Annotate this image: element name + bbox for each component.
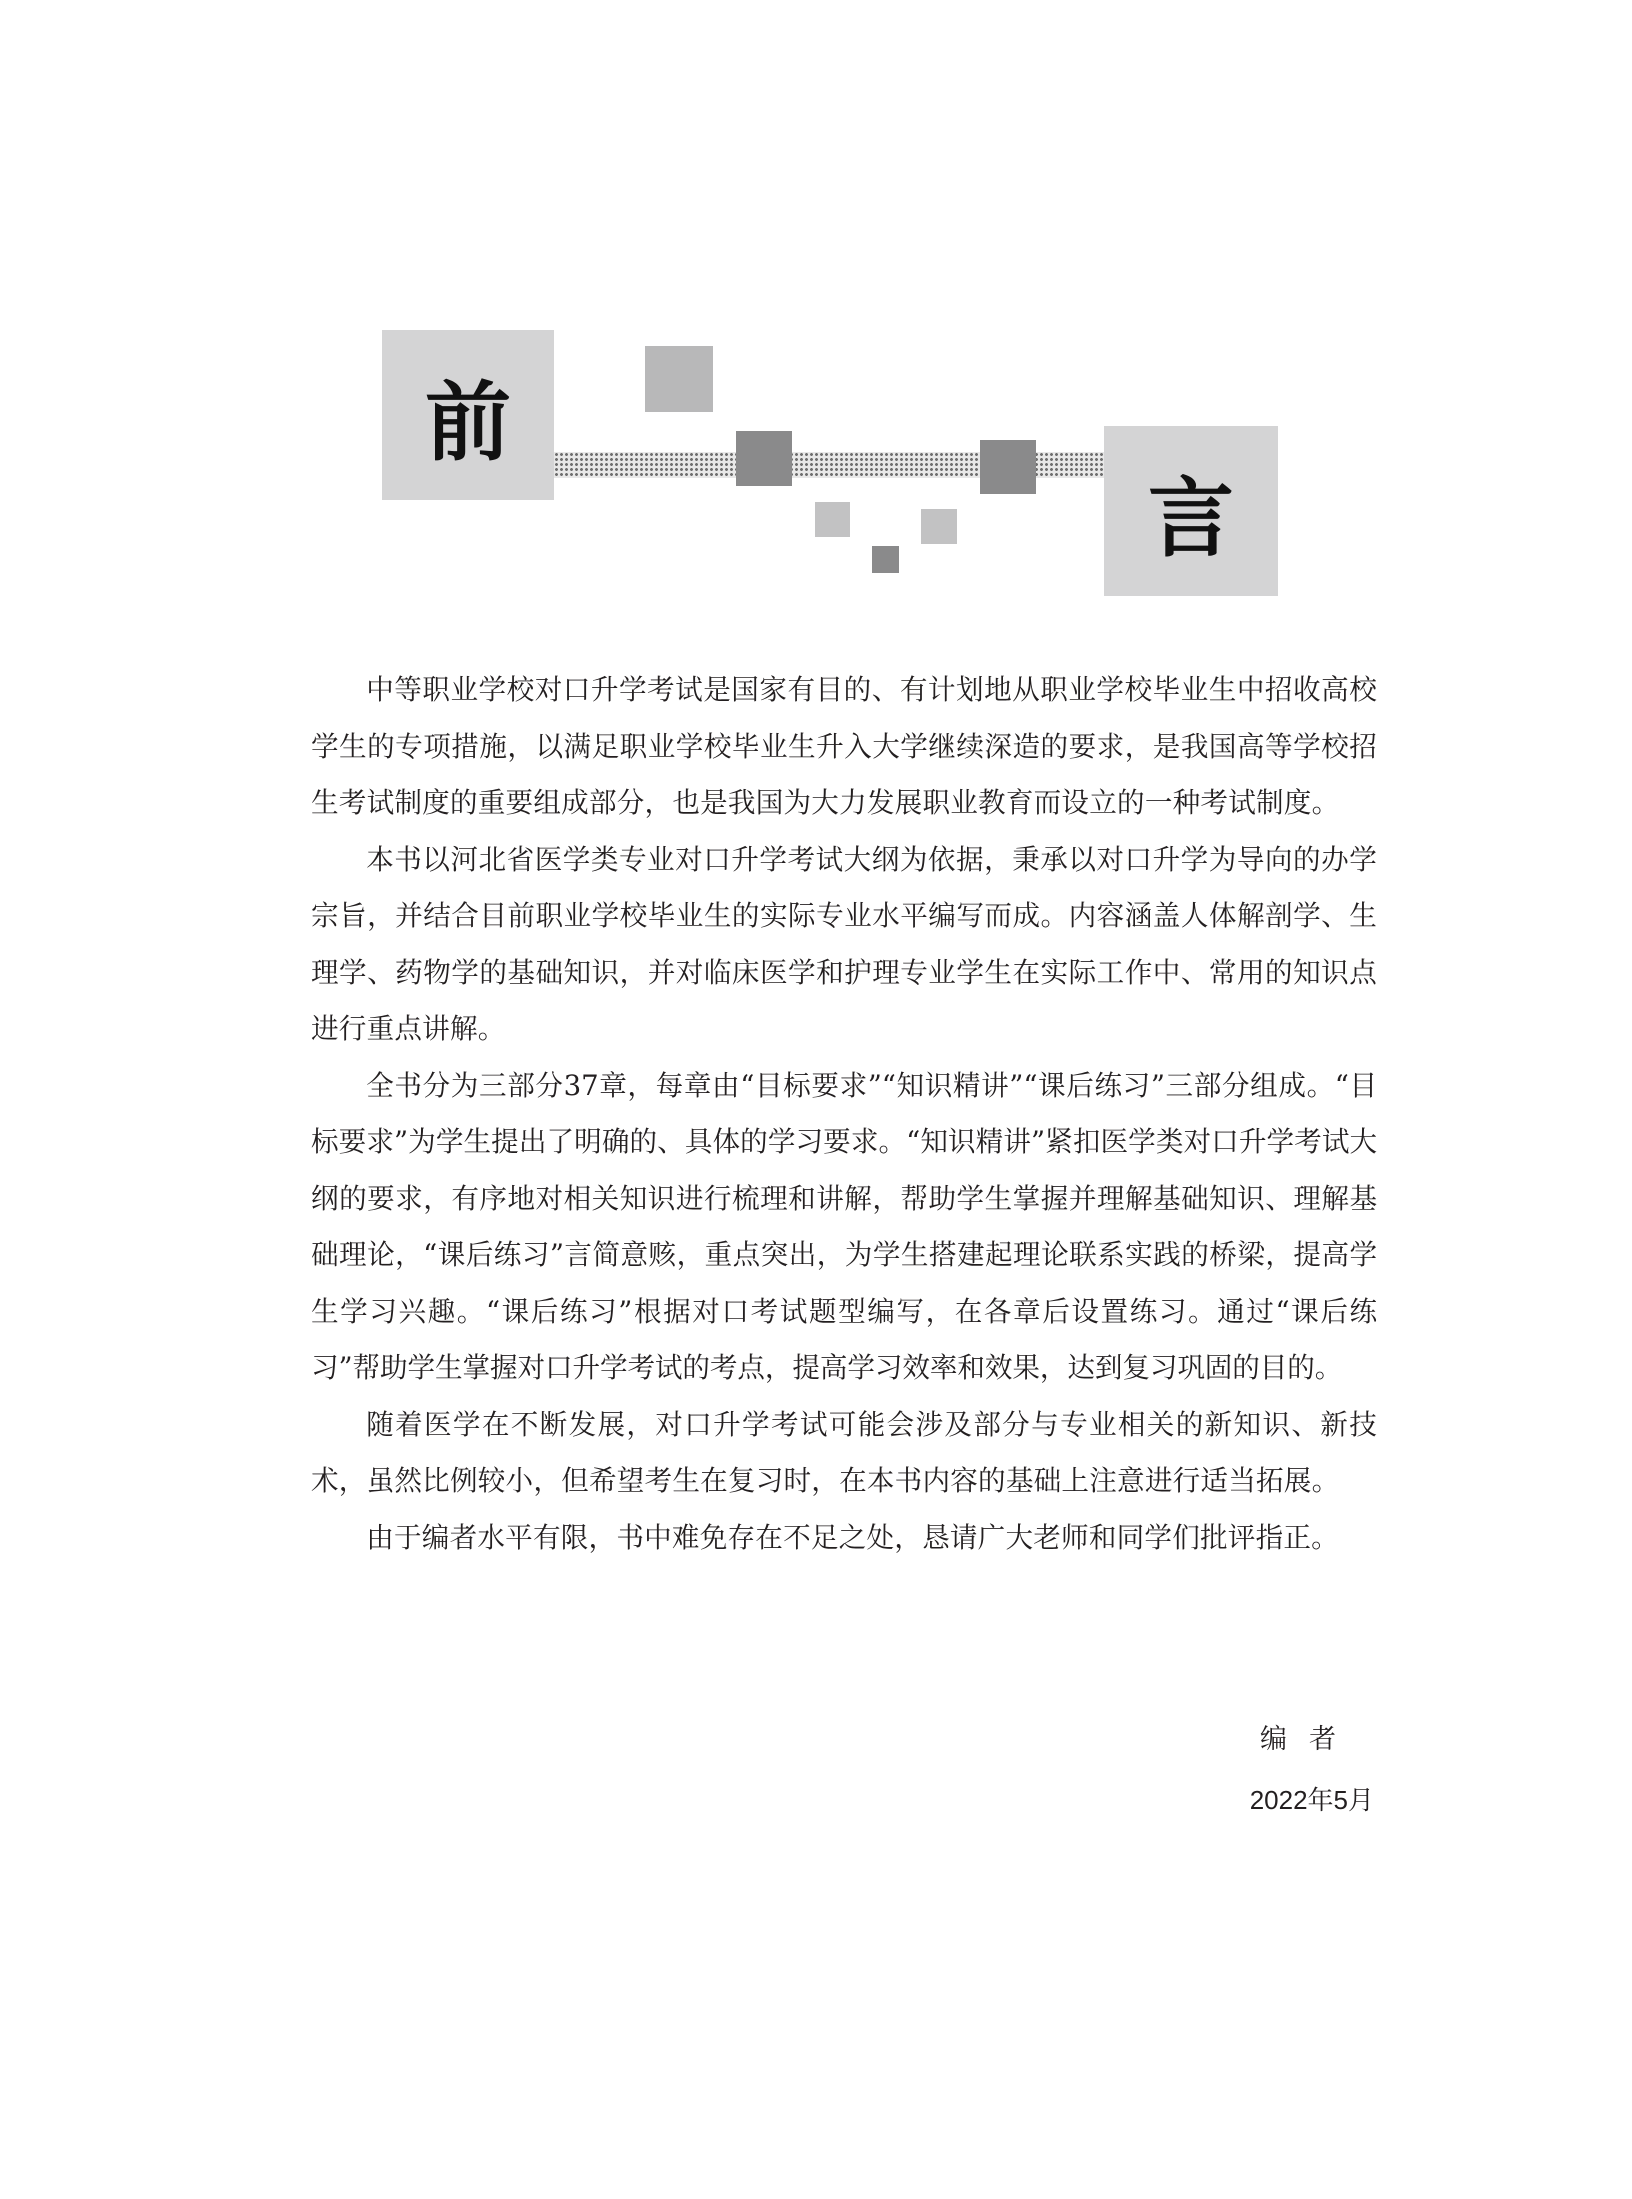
decorative-square xyxy=(980,440,1036,494)
title-char-left: 前 xyxy=(425,373,511,473)
signature-block xyxy=(1100,1720,1380,1820)
title-char-right: 言 xyxy=(1148,469,1234,569)
paragraph-4: 随着医学在不断发展，对口升学考试可能会涉及部分与专业相关的新知识、新技术，虽然比例较小，但希望考生在复习时，在本书内容的基础上注意进行适当拓展。 xyxy=(311,1407,1377,1497)
date-label: 2022年5月 xyxy=(1249,1785,1374,1815)
decorative-square xyxy=(645,346,713,412)
paragraph-5: 由于编者水平有限，书中难免存在不足之处，恳请广大老师和同学们批评指正。 xyxy=(366,1520,1339,1554)
decorative-square xyxy=(736,431,792,486)
decorative-square xyxy=(815,502,850,537)
paragraph-3: 全书分为三部分37章，每章由“目标要求”“知识精讲”“课后练习”三部分组成。“目标要求”为学生提出了明确的、具体的学习要求。“知识精讲”紧扣医学类对口升学考试大纲的要求，有序地对相关知识进行梳理和讲解，帮助学生掌握并理解基础知识、理解基础理论，“课后练习”言简意赅，重点突出，为学生搭建起理论联系实践的桥梁，提高学生学习兴趣。“课后练习”根据对口考试题型编写，在各章后设置练习。通过“课后练习”帮助学生掌握对口升学考试的考点，提高学习效率和效果，达到复习巩固的目的。 xyxy=(311,1068,1377,1384)
paragraph-2: 本书以河北省医学类专业对口升学考试大纲为依据，秉承以对口升学为导向的办学宗旨，并结合目前职业学校毕业生的实际专业水平编写而成。内容涵盖人体解剖学、生理学、药物学的基础知识，并对临床医学和护理专业学生在实际工作中、常用的知识点进行重点讲解。 xyxy=(311,842,1377,1045)
author-label: 编者 xyxy=(1260,1724,1358,1755)
preface-title-decoration xyxy=(0,0,1632,620)
preface-body xyxy=(311,662,1377,1566)
paragraph-1: 中等职业学校对口升学考试是国家有目的、有计划地从职业学校毕业生中招收高校学生的专项措施，以满足职业学校毕业生升入大学继续深造的要求，是我国高等学校招生考试制度的重要组成部分，也是我国为大力发展职业教育而设立的一种考试制度。 xyxy=(311,673,1377,819)
decorative-square xyxy=(921,509,957,544)
decorative-square xyxy=(872,546,899,573)
title-char-right-box xyxy=(1104,426,1278,596)
title-char-left-box xyxy=(382,330,554,500)
